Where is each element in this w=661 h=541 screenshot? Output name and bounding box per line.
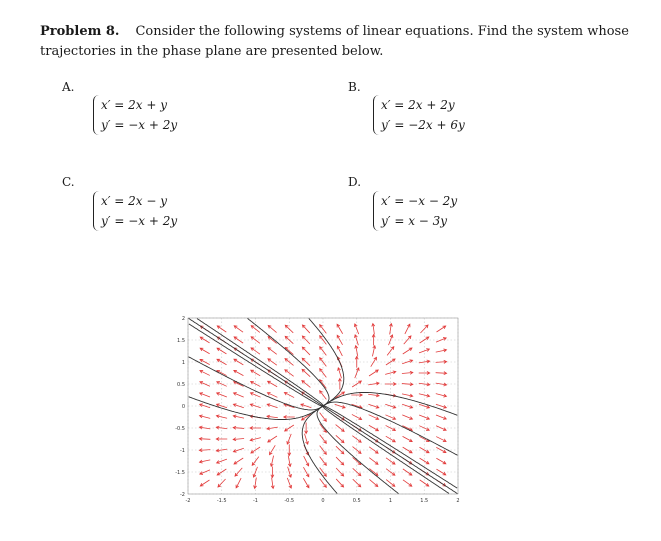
x-tick-label: -2 [185, 498, 191, 504]
direction-arrow [271, 478, 274, 489]
direction-arrow [200, 381, 210, 386]
direction-arrow [405, 324, 410, 334]
option-a-system [93, 95, 177, 135]
direction-arrow [269, 445, 275, 454]
y-tick-label: 1.5 [177, 338, 185, 344]
direction-arrow [270, 456, 273, 467]
x-tick-label: -1 [253, 498, 258, 504]
direction-arrow [436, 458, 446, 464]
direction-arrow [403, 447, 412, 453]
direction-arrow [419, 349, 429, 353]
direction-arrow [369, 370, 378, 376]
direction-arrow [200, 348, 210, 354]
problem-label: Problem 8. [40, 24, 120, 39]
option-d-eq1: x′ = −x − 2y [381, 194, 458, 208]
direction-arrow [234, 393, 244, 398]
option-b-system [373, 95, 465, 135]
direction-arrow [337, 346, 342, 356]
x-tick-label: 2 [456, 498, 460, 504]
option-d-eq2: y′ = x − 3y [381, 214, 448, 228]
direction-arrow [436, 349, 447, 352]
direction-arrow [236, 478, 241, 488]
direction-arrow [252, 457, 259, 466]
direction-arrow [254, 478, 257, 489]
y-tick-label: -0.5 [175, 426, 185, 432]
direction-arrow [402, 415, 412, 420]
x-tick-label: 1 [388, 498, 393, 504]
problem-statement: Consider the following systems of linear equations. Find the system whose trajectories in the phase plane are presented below. [40, 24, 629, 59]
direction-arrow [402, 394, 413, 397]
direction-arrow [419, 415, 429, 419]
direction-arrow [389, 324, 392, 335]
x-tick-label: 0 [321, 498, 325, 504]
direction-arrow [320, 369, 327, 378]
option-b-label: B. [348, 80, 361, 94]
direction-arrow [320, 435, 327, 444]
direction-arrow [402, 383, 413, 386]
direction-arrow [200, 460, 211, 463]
direction-arrow [217, 326, 226, 332]
direction-arrow [403, 348, 412, 354]
direction-arrow [200, 470, 210, 475]
direction-arrow [233, 448, 243, 452]
direction-arrow [268, 348, 277, 355]
direction-arrow [320, 457, 327, 466]
direction-arrow [233, 426, 244, 429]
direction-arrow [386, 425, 396, 430]
option-c-eq2: y′ = −x + 2y [101, 214, 178, 228]
option-a-label: A. [62, 80, 75, 94]
direction-arrow [336, 479, 343, 487]
direction-arrow [199, 449, 210, 452]
direction-arrow [371, 357, 377, 366]
x-tick-label: -1.5 [216, 498, 227, 504]
direction-arrow [385, 404, 395, 408]
direction-arrow [403, 480, 412, 486]
direction-arrow [403, 436, 413, 441]
direction-arrow [267, 415, 278, 418]
direction-arrow [338, 368, 342, 379]
problem-text [40, 22, 640, 62]
direction-arrow [436, 383, 447, 386]
x-tick-label: 1.5 [420, 498, 429, 504]
direction-arrow [302, 336, 310, 344]
direction-arrow [436, 437, 446, 442]
option-d-system [373, 191, 457, 231]
direction-arrow [419, 426, 429, 431]
brace-icon [93, 191, 100, 231]
option-d-label: D. [348, 175, 362, 189]
direction-arrow [402, 360, 412, 364]
direction-arrow [233, 415, 244, 418]
direction-arrow [200, 370, 210, 375]
direction-arrow [234, 326, 243, 332]
direction-arrow [355, 346, 358, 357]
direction-arrow [288, 456, 291, 467]
y-tick-label: 2 [181, 316, 185, 322]
direction-arrow [200, 480, 209, 486]
direction-arrow [284, 392, 294, 397]
direction-arrow [355, 368, 359, 378]
direction-arrow [355, 357, 358, 368]
brace-icon [373, 95, 380, 135]
direction-arrow [302, 347, 310, 355]
direction-arrow [287, 434, 291, 444]
direction-arrow [234, 458, 243, 464]
option-a-eq2: y′ = −x + 2y [101, 118, 178, 132]
brace-icon [93, 95, 100, 135]
direction-arrow [302, 325, 309, 333]
direction-arrow [436, 415, 446, 419]
direction-arrow [336, 457, 344, 465]
direction-arrow [304, 456, 309, 466]
y-tick-label: 0.5 [177, 382, 185, 388]
direction-arrow [253, 467, 257, 477]
y-tick-label: -2 [180, 492, 185, 498]
direction-arrow [352, 414, 362, 419]
x-tick-label: -0.5 [284, 498, 295, 504]
option-c-system [93, 191, 177, 231]
direction-arrow [233, 438, 244, 441]
direction-arrow [368, 404, 378, 408]
direction-arrow [267, 427, 278, 430]
direction-arrow [303, 478, 309, 487]
direction-arrow [301, 404, 311, 408]
direction-arrow [402, 371, 413, 374]
direction-arrow [268, 436, 277, 442]
option-c-eq1: x′ = 2x − y [101, 194, 168, 208]
y-tick-label: 0 [181, 404, 185, 410]
direction-arrow [420, 480, 429, 486]
brace-icon [373, 191, 380, 231]
direction-arrow [369, 458, 378, 465]
direction-arrow [368, 394, 379, 397]
direction-arrow [199, 426, 210, 429]
direction-arrow [200, 415, 211, 418]
direction-arrow [233, 404, 243, 408]
direction-arrow [436, 394, 447, 397]
y-tick-label: -1 [180, 448, 185, 454]
direction-arrow [337, 335, 342, 345]
direction-arrow [354, 335, 358, 346]
x-tick-label: 0.5 [352, 498, 361, 504]
direction-arrow [200, 393, 210, 397]
direction-arrow [368, 382, 379, 385]
option-a-eq1: x′ = 2x + y [101, 98, 168, 112]
direction-arrow [372, 346, 375, 357]
option-b-eq1: x′ = 2x + 2y [381, 98, 455, 112]
direction-arrow [234, 381, 244, 386]
y-tick-label: -1.5 [175, 470, 185, 476]
direction-arrow [268, 325, 276, 332]
direction-arrow [337, 324, 343, 333]
option-c-label: C. [62, 175, 75, 189]
option-b-eq2: y′ = −2x + 6y [381, 118, 465, 132]
y-tick-label: 1 [181, 360, 185, 366]
direction-arrow [199, 437, 210, 440]
direction-arrow [284, 415, 295, 418]
direction-arrow [402, 404, 412, 408]
direction-arrow [436, 372, 447, 375]
phase-portrait [170, 300, 470, 525]
direction-arrow [402, 426, 412, 431]
direction-arrow [385, 415, 395, 420]
direction-arrow [305, 434, 309, 445]
direction-arrow [369, 479, 377, 486]
direction-arrow [403, 469, 412, 475]
direction-arrow [372, 324, 375, 335]
direction-arrow [234, 370, 244, 375]
direction-arrow [302, 381, 311, 388]
direction-arrow [437, 326, 446, 332]
direction-arrow [200, 337, 209, 343]
